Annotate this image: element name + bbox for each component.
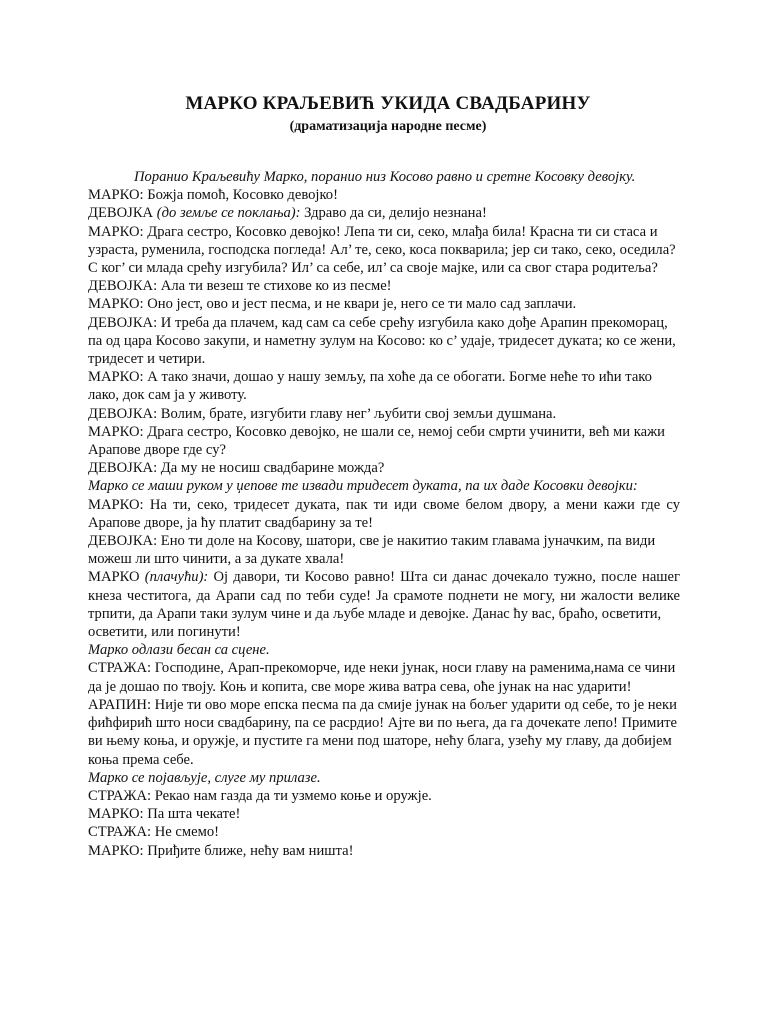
speaker-name: МАРКО: — [88, 496, 144, 513]
line-text: Ала ти везеш те стихове ко из песме! — [157, 278, 392, 295]
line-text: На ти, секо, тридесет дуката, пак ти иди своме белом двору, а мени кажи где су Арапове дворе, ја ћу платит свадбарину за те! — [88, 496, 680, 531]
dialogue-line — [88, 405, 680, 423]
line-text: Божја помоћ, Косовко девојко! — [143, 187, 338, 204]
speaker-name: СТРАЖА: — [88, 660, 152, 677]
speaker-name: ДЕВОЈКА: — [88, 533, 158, 550]
dialogue-line — [88, 314, 680, 332]
document-title: МАРКО КРАЉЕВИЋ УКИДА СВАДБАРИНУ — [185, 93, 591, 114]
line-text: Ој давори, ти Косово равно! Шта си данас дочекало тужно, после нашег кнеза честитога, да Арапи сад по теби суде! Ја срамоте поднети не могу, ни жалости велике трпити, да Арапи таки зулум чине и да љубе младе и девојке. Данас ћу вас, браћо, осветити, — [88, 569, 680, 622]
stage-direction — [88, 769, 680, 787]
dialogue-line — [88, 332, 680, 368]
speaker-name: ДЕВОЈКА: — [88, 314, 158, 331]
document-subtitle: (драматизација народне песме) — [289, 119, 487, 134]
line-text: па од цара Косово закупи, и наметну зулум на Косово: ко с’ удаје, тридесет дуката; ко се жени, тридесет и четири. — [88, 332, 676, 368]
line-text: Здраво да си, делијо незнана! — [300, 205, 487, 222]
inline-direction: (плачући): — [139, 569, 209, 586]
dialogue-line — [88, 295, 680, 313]
line-text: А тако значи, дошао у нашу земљу, па хоће да се обогати. Богме неће то ићи тако лако, док сам ја у животу. — [88, 369, 652, 404]
dialogue-line — [88, 277, 680, 295]
dialogue-line — [88, 823, 680, 841]
line-text: С ког’ си млада срећу изгубила? Ил’ са себе, ил’ са своје мајке, или са свог стара родитеља? — [88, 260, 658, 277]
line-text: Да му не носиш свадбарине можда? — [157, 460, 385, 477]
line-text: Није ти ово море епска песма па да смије јунак на бољег ударити од себе, то је неки фићфирић што носи свадбарину, па се расрдио! Ајте ви по њега, да га дочекате лепо! Примите ви њему коња, и оружје, и пустите га мени под шаторе, нећу блага, узећу му главу, да добијем коња према себе. — [88, 696, 678, 768]
line-text: Господине, Арап-прекоморче, иде неки јунак, носи главу на раменима,нама се чини да је дошао по твоју. Коњ и копита, све море жива ватра сева, оће јунак на нас ударити! — [88, 660, 676, 695]
stage-direction — [88, 641, 680, 659]
line-text: Приђите ближе, нећу вам ништа! — [143, 842, 354, 859]
dialogue-line — [88, 423, 680, 459]
speaker-name: ДЕВОЈКА: — [88, 278, 158, 295]
line-text: Драга сестро, Косовко девојко, не шали се, немој себи смрти учинити, већ ми кажи Арапове дворе где су? — [88, 423, 665, 459]
direction-text: Марко се маши руком у џепове те извади тридесет дуката, па их даде Косовки девојки: — [88, 478, 638, 495]
line-text: осветити, или погинути! — [88, 624, 241, 641]
line-text: Не смемо! — [151, 824, 220, 841]
speaker-name: СТРАЖА: — [88, 824, 152, 841]
document-body — [88, 168, 680, 860]
dialogue-line — [88, 259, 680, 277]
dialogue-line — [88, 532, 680, 568]
speaker-name: МАРКО: — [88, 806, 144, 823]
line-text: Драга сестро, Косовко девојко! Лепа ти си, секо, млађа била! Красна ти си стаса и узраста, руменила, господска погледа! Ал’ те, секо, коса покварила; јер си тако, секо, оседила? — [88, 223, 676, 258]
dialogue-line — [88, 223, 680, 259]
speaker-name: СТРАЖА: — [88, 787, 152, 804]
line-text: Па шта чекате! — [143, 806, 241, 823]
speaker-name: МАРКО: — [88, 187, 144, 204]
direction-text: Марко се појављује, слуге му прилазе. — [88, 769, 321, 786]
speaker-name: МАРКО: — [88, 369, 144, 386]
speaker-name: ДЕВОЈКА — [88, 205, 154, 222]
direction-text: Марко одлази бесан са сцене. — [88, 642, 270, 659]
dialogue-line — [88, 787, 680, 805]
line-text: Ено ти доле на Косову, шатори, све је накитио таким главама јуначким, па види можеш ли што чинити, а за дукате хвала! — [88, 533, 656, 568]
speaker-name: ДЕВОЈКА: — [88, 405, 158, 422]
line-text: И треба да плачем, кад сам са себе срећу изгубила како дође Арапин прекоморац, — [157, 314, 668, 331]
stage-direction-intro: Поранио Краљевићу Марко, поранио низ Косово равно и сретне Косовку девојку. — [134, 169, 636, 185]
dialogue-line — [88, 204, 680, 222]
dialogue-line — [88, 186, 680, 204]
stage-direction — [88, 477, 680, 495]
speaker-name: МАРКО — [88, 569, 140, 586]
dialogue-line — [88, 496, 680, 532]
line-text: Оно јест, ово и јест песма, и не квари је, него се ти мало сад заплачи. — [143, 296, 577, 313]
line-text: Рекао нам газда да ти узмемо коње и оружје. — [151, 787, 432, 804]
dialogue-line — [88, 696, 680, 769]
dialogue-line — [88, 368, 680, 404]
dialogue-line — [88, 568, 680, 623]
speaker-name: МАРКО: — [88, 842, 144, 859]
inline-direction: (до земље се поклања): — [153, 205, 301, 222]
dialogue-line — [88, 842, 680, 860]
speaker-name: АРАПИН: — [88, 696, 151, 713]
speaker-name: МАРКО: — [88, 296, 144, 313]
line-text: Волим, брате, изгубити главу нег’ љубити свој земљи душмана. — [157, 405, 557, 422]
speaker-name: ДЕВОЈКА: — [88, 460, 158, 477]
dialogue-line — [88, 659, 680, 695]
dialogue-line — [88, 459, 680, 477]
dialogue-line — [88, 623, 680, 641]
dialogue-line — [88, 805, 680, 823]
speaker-name: МАРКО: — [88, 223, 144, 240]
speaker-name: МАРКО: — [88, 423, 144, 440]
